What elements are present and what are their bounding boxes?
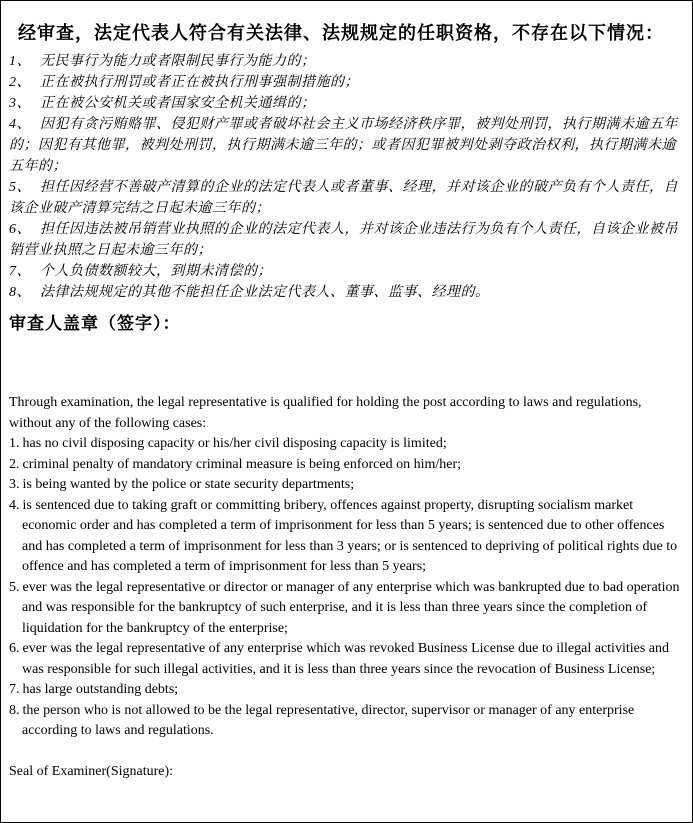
chinese-clause-7-text: 个人负债数额较大，到期未清偿的；: [40, 264, 272, 279]
english-clause-2: [9, 455, 683, 476]
chinese-clause-3-number: 3、: [9, 96, 31, 111]
chinese-clause-list: [9, 51, 683, 303]
chinese-clause-2-number: 2、: [9, 75, 31, 90]
chinese-clause-8-number: 8、: [9, 285, 31, 300]
chinese-clause-4: [9, 114, 683, 177]
english-clause-7: [9, 680, 683, 701]
chinese-clause-3: [9, 93, 683, 114]
chinese-clause-5: [9, 177, 683, 219]
chinese-intro-heading: 经审查，法定代表人符合有关法律、法规规定的任职资格，不存在以下情况：: [18, 23, 664, 43]
english-intro: Through examination, the legal representative is qualified for holding the post according to laws and regulations, without any of the following cases:: [9, 395, 642, 431]
english-clause-1-text: has no civil disposing capacity or his/her civil disposing capacity is limited;: [22, 436, 447, 451]
english-clause-6: [9, 639, 683, 680]
chinese-clause-1: [9, 51, 683, 72]
english-clause-3-number: 3.: [9, 477, 20, 492]
english-clause-8-number: 8.: [9, 702, 20, 718]
english-seal-label: Seal of Examiner(Signature):: [9, 763, 174, 779]
english-clause-2-number: 2.: [9, 456, 20, 472]
chinese-clause-2-text: 正在被执行刑罚或者正在被执行刑事强制措施的；: [40, 75, 359, 90]
chinese-clause-6-text: 担任因违法被吊销营业执照的企业的法定代表人，并对该企业违法行为负有个人责任，自该企业被吊销营业执照之日起未逾三年的；: [9, 222, 678, 258]
english-clause-8: [9, 701, 683, 742]
english-clause-7-number: 7.: [9, 682, 20, 697]
english-clause-6-text: ever was the legal representative of any enterprise which was revoked Business License due to illegal activities and was responsible for such illegal activities, and it is less than three years since the revocation of Business License;: [22, 641, 669, 677]
english-clause-2-text: criminal penalty of mandatory criminal measure is being enforced on him/her;: [22, 456, 462, 472]
chinese-clause-7-number: 7、: [9, 264, 31, 279]
english-clause-1: [9, 434, 683, 455]
chinese-clause-1-text: 无民事行为能力或者限制民事行为能力的；: [40, 54, 316, 69]
english-clause-8-text: the person who is not allowed to be the legal representative, director, supervisor or manager of any enterprise according to laws and regulations.: [22, 702, 635, 738]
english-clause-3: [9, 475, 683, 496]
chinese-clause-1-number: 1、: [9, 54, 31, 69]
stamp-area: [9, 336, 683, 393]
chinese-clause-8-text: 法律法规规定的其他不能担任企业法定代表人、董事、监事、经理的。: [40, 285, 490, 300]
english-clause-5: [9, 578, 683, 640]
chinese-seal-label: 审查人盖章（签字）：: [9, 314, 181, 333]
english-clause-4: [9, 496, 683, 578]
chinese-clause-5-number: 5、: [9, 180, 31, 195]
english-clause-1-number: 1.: [9, 436, 20, 451]
english-clause-4-number: 4.: [9, 497, 20, 513]
chinese-clause-3-text: 正在被公安机关或者国家安全机关通缉的；: [40, 96, 316, 111]
chinese-clause-5-text: 担任因经营不善破产清算的企业的法定代表人或者董事、经理，并对该企业的破产负有个人责任，自该企业破产清算完结之日起未逾三年的；: [9, 180, 678, 216]
chinese-clause-6-number: 6、: [9, 222, 31, 237]
english-clause-3-text: is being wanted by the police or state security departments;: [22, 477, 355, 492]
chinese-clause-8: [9, 282, 683, 303]
chinese-clause-4-text: 因犯有贪污贿赂罪、侵犯财产罪或者破坏社会主义市场经济秩序罪，被判处刑罚，执行期满未逾五年的；因犯有其他罪，被判处刑罚，执行期满未逾三年的；或者因犯罪被判处剥夺政治权利，执行期满未逾五年的；: [9, 117, 678, 174]
english-clause-4-text: is sentenced due to taking graft or committing bribery, offences against property, disrupting socialism market economic order and has completed a term of imprisonment for less than 5 years; is sentenced due to other offences and has completed a term of imprisonment for less than 3 years; or is sentenced to depriving of political rights due to offence and has completed a term of imprisonment for less than 5 years;: [22, 497, 678, 574]
chinese-clause-2: [9, 72, 683, 93]
english-clause-7-text: has large outstanding debts;: [22, 682, 179, 697]
chinese-clause-6: [9, 219, 683, 261]
chinese-clause-4-number: 4、: [9, 117, 31, 132]
english-clause-5-number: 5.: [9, 579, 20, 595]
chinese-clause-7: [9, 261, 683, 282]
english-clause-6-number: 6.: [9, 641, 20, 656]
english-clause-5-text: ever was the legal representative or director or manager of any enterprise which was bankrupted due to bad operation and was responsible for the bankruptcy of such enterprise, and it is less than three years since the completion of liquidation for the bankruptcy of the enterprise;: [22, 579, 680, 636]
english-section: [9, 393, 683, 782]
